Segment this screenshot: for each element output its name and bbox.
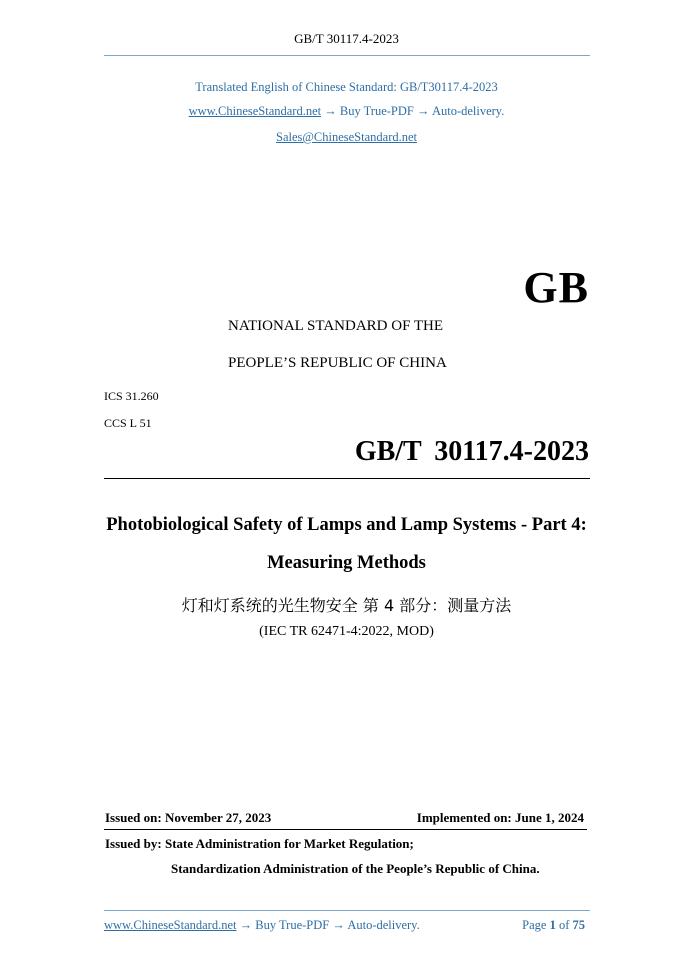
title-english-line-2: Measuring Methods (267, 553, 426, 573)
page-current: 1 (549, 918, 556, 932)
ccs-code: CCS L 51 (104, 416, 152, 430)
title-english-line-1: Photobiological Safety of Lamps and Lamp Systems - Part 4: (106, 515, 587, 535)
running-header: GB/T 30117.4-2023 (294, 31, 399, 46)
website-link[interactable]: www.ChineseStandard.net (188, 104, 322, 118)
arrow-icon: → (324, 104, 337, 118)
sales-email-link[interactable]: Sales@ChineseStandard.net (276, 130, 417, 144)
arrow-icon: → (332, 918, 345, 932)
page-indicator (522, 918, 585, 933)
auto-delivery-text: Auto-delivery. (431, 104, 505, 118)
implemented-on-date: Implemented on: June 1, 2024 (416, 810, 584, 825)
title-chinese: 灯和灯系统的光生物安全 第 4 部分：测量方法 (181, 596, 512, 615)
footer-divider (104, 910, 590, 911)
iec-reference: (IEC TR 62471-4:2022, MOD) (259, 624, 434, 639)
national-standard-line-1: NATIONAL STANDARD OF THE (228, 318, 444, 334)
footer-auto-delivery-text: Auto-delivery. (347, 918, 420, 932)
ics-code: ICS 31.260 (104, 389, 159, 403)
top-link-line (0, 104, 693, 119)
arrow-icon: → (417, 104, 430, 118)
page-label: Page (522, 918, 547, 932)
issued-by-second-authority: Standardization Administration of the People’s Republic of China. (171, 861, 540, 876)
national-standard-line-2: PEOPLE’S REPUBLIC OF CHINA (228, 355, 447, 371)
buy-pdf-text: Buy True-PDF (339, 104, 414, 118)
translation-notice: Translated English of Chinese Standard: GB/T30117.4-2023 (195, 80, 498, 94)
issued-by: Issued by: State Administration for Market Regulation; (105, 836, 414, 851)
footer-buy-pdf-text: Buy True-PDF (255, 918, 330, 932)
gb-logo: GB (523, 263, 589, 312)
footer-website-link[interactable]: www.ChineseStandard.net (104, 918, 237, 932)
standard-number-divider (104, 478, 590, 479)
page-of-label: of (558, 918, 570, 932)
page-total: 75 (572, 918, 585, 932)
arrow-icon: → (239, 918, 253, 932)
issue-divider (104, 829, 587, 830)
sales-line (0, 130, 693, 145)
header-divider (104, 55, 590, 56)
standard-number: GB/T 30117.4-2023 (354, 436, 589, 467)
issued-on-date: Issued on: November 27, 2023 (105, 810, 272, 825)
footer-link-line (104, 918, 420, 933)
